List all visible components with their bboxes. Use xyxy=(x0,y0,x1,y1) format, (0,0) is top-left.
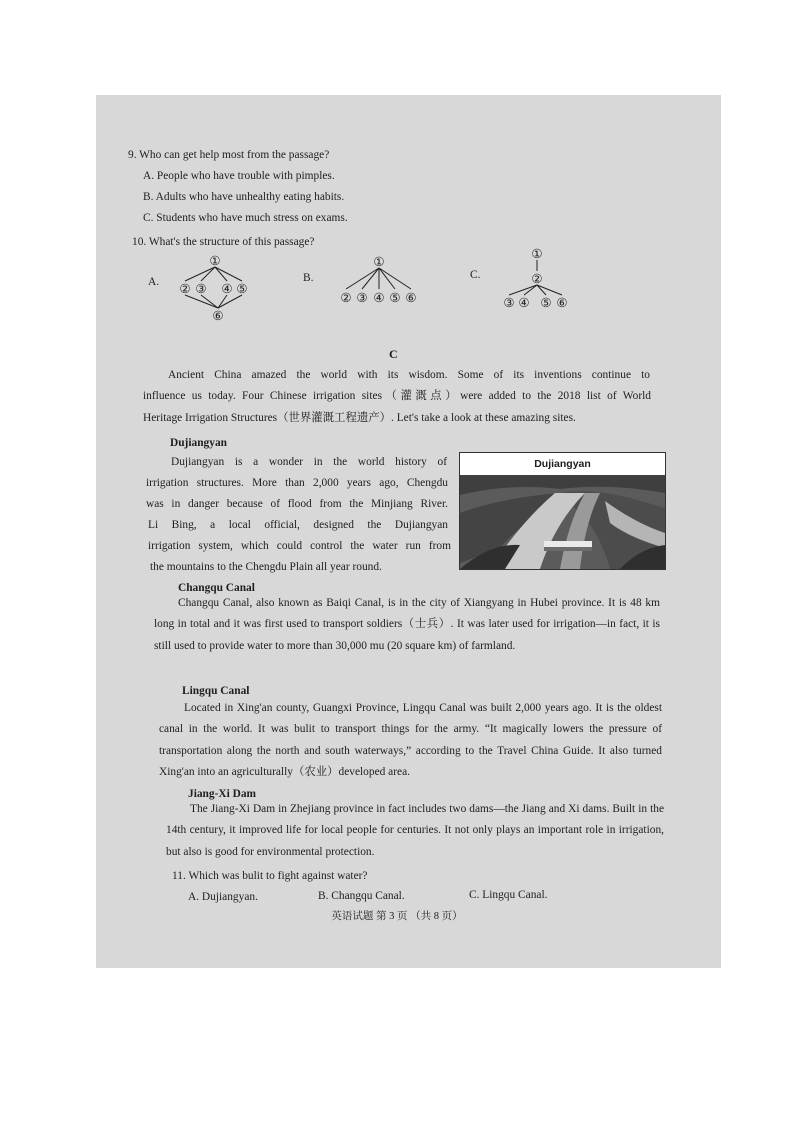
q9-stem: 9. Who can get help most from the passage? xyxy=(128,149,330,161)
node-2: ② xyxy=(531,272,543,286)
q11-option-a: A. Dujiangyan. xyxy=(188,891,258,903)
dujiangyan-line-1: Dujiangyan is a wonder in the world history of xyxy=(171,456,447,468)
dujiangyan-photo xyxy=(459,452,666,570)
node-1: ① xyxy=(209,254,221,268)
q10-label-b: B. xyxy=(303,272,314,284)
q11-option-c: C. Lingqu Canal. xyxy=(469,889,548,901)
node-6: ⑥ xyxy=(556,296,568,310)
dujiangyan-line-3: was in danger because of flood from the Minjiang River. xyxy=(146,498,448,510)
dujiangyan-line-6: the mountains to the Chengdu Plain all year round. xyxy=(150,561,382,573)
intro-line-1: Ancient China amazed the world with its wisdom. Some of its inventions continue to xyxy=(168,369,650,381)
node-5: ⑤ xyxy=(389,291,401,305)
dujiangyan-line-5: irrigation system, which could control the water run from xyxy=(148,540,451,552)
q9-option-c: C. Students who have much stress on exams. xyxy=(143,212,348,224)
node-3: ③ xyxy=(195,282,207,296)
node-6: ⑥ xyxy=(212,309,224,323)
q10-label-c: C. xyxy=(470,269,481,281)
node-1: ① xyxy=(373,255,385,269)
node-3: ③ xyxy=(356,291,368,305)
dujiangyan-heading: Dujiangyan xyxy=(170,437,227,449)
node-5: ⑤ xyxy=(236,282,248,296)
structure-diagram-c xyxy=(495,243,580,313)
node-3: ③ xyxy=(503,296,515,310)
q9-option-b: B. Adults who have unhealthy eating habits. xyxy=(143,191,345,203)
q9-option-a: A. People who have trouble with pimples. xyxy=(143,170,335,182)
node-1: ① xyxy=(531,247,543,261)
page-footer: 英语试题 第 3 页 （共 8 页） xyxy=(331,911,463,922)
lingqu-paragraph: Located in Xing'an county, Guangxi Province, Lingqu Canal was built 2,000 years ago. It is the oldest canal in the world. It was bulit to transport things for the army. “It magically lowers the pressure of transportation along the north and south waterways,” according to the Travel China Guide. It also turned Xing'an into an agriculturally（农业）developed area. xyxy=(159,702,662,779)
section-letter: C xyxy=(389,347,398,361)
q10-stem: 10. What's the structure of this passage? xyxy=(132,236,315,248)
node-4: ④ xyxy=(518,296,530,310)
structure-diagram-a xyxy=(170,250,260,325)
structure-diagram-b xyxy=(335,250,425,310)
lingqu-heading: Lingqu Canal xyxy=(182,685,250,697)
jiangxi-paragraph: The Jiang-Xi Dam in Zhejiang province in fact includes two dams—the Jiang and Xi dams. Built in the 14th century, it improved life for local people for centuries. It not only plays an important role in irrigation, but also is good for environmental protection. xyxy=(166,803,664,858)
dujiangyan-photo-image xyxy=(460,453,665,569)
node-4: ④ xyxy=(373,291,385,305)
changqu-heading: Changqu Canal xyxy=(178,582,255,594)
q10-label-a: A. xyxy=(148,276,160,288)
node-5: ⑤ xyxy=(540,296,552,310)
q11-option-b: B. Changqu Canal. xyxy=(318,890,405,902)
node-6: ⑥ xyxy=(405,291,417,305)
node-2: ② xyxy=(340,291,352,305)
changqu-paragraph: Changqu Canal, also known as Baiqi Canal, is in the city of Xiangyang in Hubei province. It is 48 km long in total and it was first used to transport soldiers（士兵）. It was later used for irrigation—in fact, it is still used to provide water to more than 30,000 mu (20 square km) of farmland. xyxy=(154,597,660,652)
photo-caption: Dujiangyan xyxy=(534,458,591,470)
dujiangyan-line-2: irrigation structures. More than 2,000 years ago, Chengdu xyxy=(146,477,448,489)
node-2: ② xyxy=(179,282,191,296)
dujiangyan-line-4: Li Bing, a local official, designed the Dujiangyan xyxy=(148,519,448,531)
jiangxi-heading: Jiang-Xi Dam xyxy=(188,788,257,800)
intro-line-2: influence us today. Four Chinese irrigation sites（灌溉点）were added to the 2018 list of World xyxy=(143,390,651,402)
q11-stem: 11. Which was bulit to fight against water? xyxy=(172,870,368,882)
node-4: ④ xyxy=(221,282,233,296)
intro-line-3: Heritage Irrigation Structures（世界灌溉工程遗产）. Let's take a look at these amazing sites. xyxy=(143,412,576,424)
